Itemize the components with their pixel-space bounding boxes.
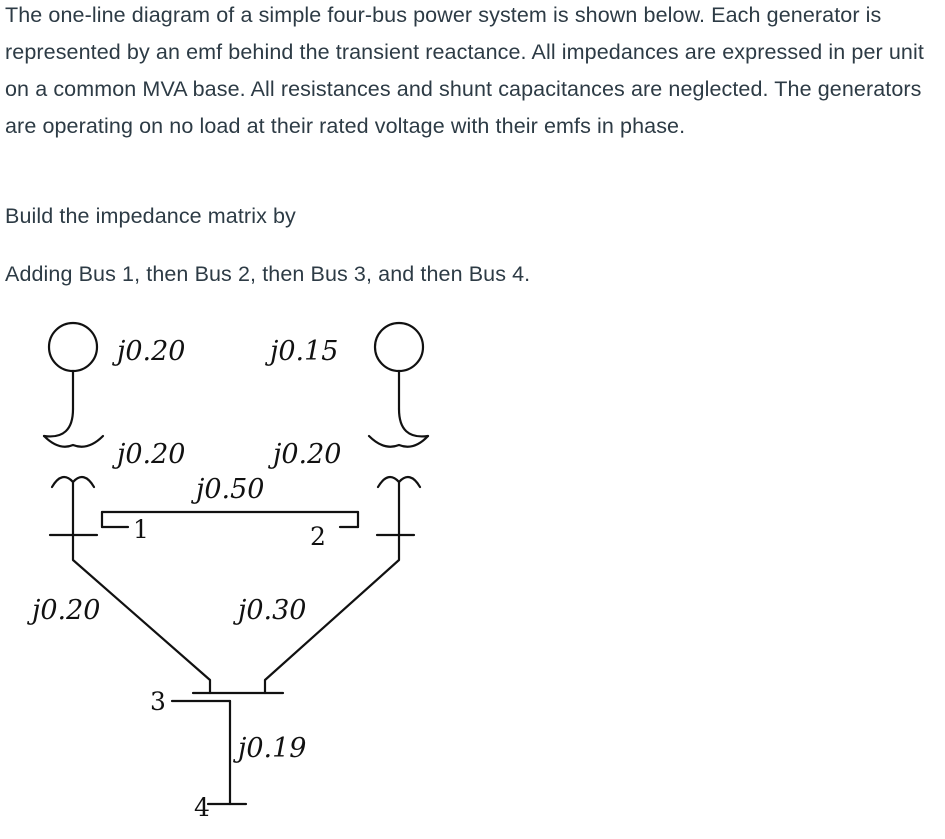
- bus-1-label: 1: [133, 515, 149, 544]
- bus-order-text: Adding Bus 1, then Bus 2, then Bus 3, and then Bus 4.: [5, 262, 531, 286]
- instruction-text: Build the impedance matrix by: [5, 204, 296, 228]
- label-transformer-right-reactance: j0.20: [273, 439, 342, 470]
- label-line-3-4: j0.19: [238, 733, 307, 764]
- label-gen-right-reactance: j0.15: [270, 336, 339, 367]
- bus-2-bar: [340, 512, 414, 535]
- label-line-1-2: j0.50: [196, 474, 265, 505]
- problem-statement: The one-line diagram of a simple four-bus power system is shown below. Each generator is represented by an emf behind the transient reactance. All impedances are expressed in per unit on a common MVA base. All resistances and shunt capacitances are neglected. The generators are operating on no load at their rated voltage with their emfs in phase.: [5, 3, 924, 138]
- bus-2-label: 2: [310, 522, 326, 551]
- transformer-left-icon: [44, 409, 103, 535]
- label-transformer-left-reactance: j0.20: [117, 439, 186, 470]
- label-line-1-3: j0.20: [32, 595, 101, 626]
- bus-4-label: 4: [194, 793, 210, 822]
- bus-3-bar: [172, 693, 283, 701]
- label-line-2-3: j0.30: [238, 595, 307, 626]
- one-line-diagram: [0, 300, 480, 839]
- bus-1-bar: [50, 512, 128, 535]
- bus-3-label: 3: [150, 687, 166, 716]
- generator-right-icon: [375, 323, 423, 409]
- transformer-right-icon: [369, 409, 428, 535]
- label-gen-left-reactance: j0.20: [117, 336, 186, 367]
- generator-left-icon: [49, 323, 97, 409]
